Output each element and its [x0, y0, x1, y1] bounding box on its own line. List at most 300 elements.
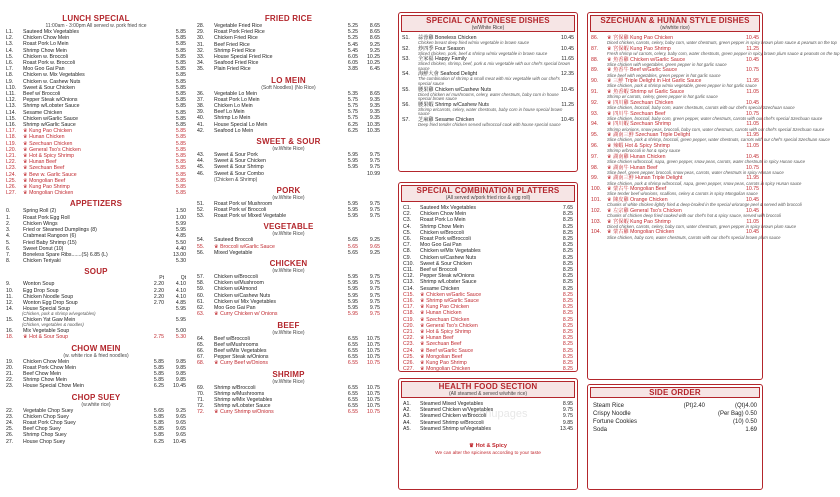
item-number: L15. — [6, 115, 17, 122]
item-name: Steamed Chicken w/Broccoli — [420, 413, 487, 420]
item-price: 13.00 — [173, 251, 186, 258]
friedrice-title: FRIED RICE — [264, 14, 313, 23]
pork-title: PORK — [276, 185, 301, 195]
sweetsour-subtitle: (w.White Rice) — [272, 146, 305, 153]
item-price-pt: 5.75 — [347, 103, 358, 110]
item-name: Chicken w. Broccoli — [23, 53, 68, 60]
beef-subtitle: (w.White Rice) — [272, 329, 305, 336]
item-number: 11. — [6, 293, 13, 300]
item-number: L1. — [6, 29, 14, 35]
item-price-pt: 5.95 — [347, 164, 358, 171]
item-name: Beef w/Broccoli — [214, 335, 250, 342]
item-name: Boneless Spare Ribs.......(S) 6.85 (L) — [23, 251, 108, 258]
item-number: C8. — [403, 248, 412, 255]
item-price-qt: 9.65 — [175, 419, 186, 426]
health-box — [398, 378, 578, 490]
item-price: 5.85 — [175, 29, 186, 35]
item-number: C14. — [403, 285, 414, 292]
lunch-subtitle: 11:00am - 3:00pm All served w. pork fried rice — [45, 23, 147, 29]
item-name: Moo Goo Gai Pan — [23, 66, 65, 73]
item-price: 4.40 — [175, 245, 186, 252]
dish-number: 102. — [591, 207, 602, 214]
friedrice-list — [197, 23, 380, 73]
item-number: A1. — [403, 401, 411, 407]
side-item-price-pt — [667, 426, 705, 434]
item-number: L8. — [6, 72, 14, 79]
dish-name: ♛ 陳皮雞 Orange Chicken — [607, 196, 668, 203]
dish-price: 10.45 — [746, 207, 759, 214]
item-price-pt — [336, 171, 358, 177]
item-price: 5.85 — [175, 165, 186, 172]
item-price-qt: 9.75 — [369, 274, 380, 281]
item-number: 46. — [197, 170, 205, 177]
item-number: L11. — [6, 91, 16, 98]
item-number: 2. — [6, 220, 11, 227]
side-item-price: (Per Bag) 0.50 — [717, 411, 757, 417]
beef-list — [197, 336, 380, 367]
item-price: 8.25 — [562, 298, 573, 305]
item-price-qt: 10.45 — [173, 383, 186, 390]
lomein-subtitle: (Soft Noodles) (No Rice) — [261, 84, 316, 91]
item-name: ♛ Kung Pao Shrimp — [23, 184, 70, 191]
item-price-qt: 9.35 — [369, 109, 380, 116]
item-name: Roast Pork Lo Mein — [420, 217, 466, 224]
item-price: 8.25 — [562, 353, 573, 360]
combo-title: SPECIAL COMBINATION PLATTERS — [416, 186, 560, 195]
dish-description: Slice chicken, broccoli, baby corn, water chestnuts, carrots with our chef's special Szechuan sauce — [607, 104, 795, 110]
item-name: Shrimp w/Lobster Sauce — [420, 279, 477, 286]
item-number: 31. — [197, 41, 205, 48]
dish-number: S1. — [402, 35, 410, 41]
item-price-pt: 5.95 — [347, 213, 358, 220]
item-name: ♛ Chicken w/Garlic Sauce — [420, 291, 482, 298]
item-price-qt: 9.65 — [175, 426, 186, 433]
item-name: House Chop Suey — [23, 438, 66, 445]
side-item-price: 1.69 — [745, 427, 757, 433]
item-name: Mixed Vegetable — [214, 249, 253, 256]
item-number: 72. — [197, 409, 205, 416]
dish-price: 12.35 — [561, 71, 574, 78]
health-subtitle: (All steamed & served w/white rice) — [448, 391, 528, 397]
item-price: 5.85 — [175, 190, 186, 197]
side-item-price-pt — [667, 410, 705, 418]
dish-number: 89. — [591, 67, 599, 74]
item-number: 24. — [6, 419, 14, 426]
item-name: Roast Pork w. Broccoli — [23, 60, 75, 67]
menu-item-row — [197, 360, 380, 366]
item-price-qt: 9.25 — [369, 47, 380, 54]
item-name: Sweet & Sour Pork — [214, 152, 258, 159]
item-number: 39. — [197, 109, 205, 116]
item-name: Shrimp w/Lobster Sauce — [23, 103, 80, 110]
item-name: Moo Goo Gai Pan — [214, 305, 256, 312]
item-price-qt: 9.85 — [175, 377, 186, 384]
item-name: ♛ Szechuan Beef — [23, 165, 65, 172]
item-number: C23. — [403, 341, 414, 348]
item-number: L25. — [6, 177, 17, 184]
item-price-qt: 4.10 — [175, 293, 186, 300]
dish-name: ♛ 四川牛 Szechuan Beef — [607, 110, 666, 117]
soup-size-header: Pt Qt — [159, 275, 186, 282]
item-name: Chicken w/Mix Vegetables — [420, 248, 481, 255]
item-name: ♛ Kung Pao Chicken — [23, 128, 73, 135]
item-number: C6. — [403, 236, 412, 243]
side-item-row — [593, 410, 757, 418]
item-price-qt: 4.85 — [175, 299, 186, 306]
dish-description: Slice beef, green pepper, broccoli, snow peas, carrots, water chestnuts in spicy Hunan sauce — [607, 169, 784, 175]
item-name: Wonton Soup — [23, 281, 55, 288]
side-item-row — [593, 418, 757, 426]
item-number: L27. — [6, 190, 17, 197]
item-price-qt: 10.35 — [367, 127, 380, 134]
item-number: 7. — [6, 251, 11, 258]
item-name: Chicken w. Mix Vegetables — [23, 72, 85, 79]
item-number: 35. — [197, 66, 205, 73]
item-name: Seafood Lo Mein — [214, 127, 254, 134]
item-name: Sauteed Broccoli — [214, 237, 254, 244]
item-name: Sesame Chicken — [23, 109, 63, 116]
item-number: 23. — [6, 383, 14, 390]
item-number: 22. — [6, 377, 14, 384]
dish-description: Slice tender beef w/onions, scallions, celery & carrots in spicy Mongolian sauce — [607, 191, 758, 197]
item-price: 5.85 — [175, 84, 186, 91]
item-number: L21. — [6, 153, 17, 160]
item-price: 8.25 — [562, 310, 573, 317]
menu-item-row — [6, 383, 186, 389]
item-price: 8.25 — [562, 267, 573, 274]
item-price: 13.45 — [560, 425, 573, 432]
dish-price: 11.95 — [746, 132, 759, 139]
item-price-pt: 5.85 — [153, 419, 164, 426]
dish-price: 10.45 — [561, 45, 574, 52]
item-price-pt: 2.20 — [153, 287, 164, 294]
item-price-pt: 5.95 — [347, 207, 358, 214]
dish-price: 10.45 — [746, 99, 759, 106]
item-price-qt: 9.75 — [369, 213, 380, 220]
item-price-qt: 9.75 — [369, 152, 380, 159]
item-price-pt: 5.95 — [347, 280, 358, 287]
side-title: SIDE ORDER — [649, 388, 701, 397]
dish-description: Chicken breast deep fried w/mix vegetable in brown sauce — [418, 40, 530, 45]
item-price-pt: 6.55 — [347, 347, 358, 354]
item-number: 18. — [6, 334, 14, 341]
chopsuey-subtitle: (w.white rice) — [81, 401, 111, 408]
sweetsour-note: (Chicken & Shrimp) — [214, 176, 258, 183]
dish-name: 蒜蓉雞 Boneless Chicken — [418, 35, 477, 41]
menu-item-row — [6, 439, 186, 445]
item-name: Chicken Wings — [23, 220, 58, 227]
dish-name: ♛ 左宗雞 General Tso's Chicken — [607, 207, 682, 214]
item-price: 8.25 — [562, 335, 573, 342]
vegetable-list — [197, 237, 380, 256]
item-name: ♛ Hot & Sour Soup — [23, 334, 69, 341]
item-number: 44. — [197, 158, 205, 165]
side-item-price: (Qt)4.00 — [734, 403, 757, 409]
item-name: Vegetable Lo Mein — [214, 90, 257, 97]
item-price-pt: 5.75 — [347, 96, 358, 103]
menu-item-row — [6, 334, 186, 340]
item-number: 23. — [6, 413, 14, 420]
item-price-qt: 8.65 — [369, 90, 380, 97]
item-price-pt: 5.85 — [153, 432, 164, 439]
item-price-pt: 5.85 — [153, 358, 164, 365]
item-price-pt: 6.05 — [347, 54, 358, 61]
item-number: 25. — [6, 426, 14, 433]
item-number: 36. — [197, 90, 205, 97]
item-name: Steamed Shrimp w/Broccoli — [420, 419, 484, 426]
item-number: A4. — [403, 419, 411, 426]
item-price: 8.25 — [562, 360, 573, 367]
item-number: 56. — [197, 249, 205, 256]
item-price-qt: 4.10 — [175, 287, 186, 294]
item-number: 42. — [197, 127, 205, 134]
beef-title: BEEF — [277, 320, 300, 330]
item-number: 6. — [6, 245, 11, 252]
dish-name: ♛ 蒙古雞 Mongolian Chicken — [607, 229, 675, 236]
dish-number: 103. — [591, 218, 602, 225]
item-number: 65. — [197, 341, 205, 348]
item-number: C10. — [403, 260, 414, 267]
item-price: 8.25 — [562, 347, 573, 354]
item-number: C22. — [403, 335, 414, 342]
item-price: 8.25 — [562, 341, 573, 348]
item-number: C13. — [403, 279, 414, 286]
item-number: 60. — [197, 292, 205, 299]
item-number: C21. — [403, 329, 414, 336]
item-number: 16. — [6, 328, 14, 335]
dish-name: ♛ 魚香牛 Beef w/Garlic Sauce — [607, 67, 678, 74]
item-number: 66. — [197, 347, 205, 354]
menu-item-row — [197, 128, 380, 134]
dish-name: ♛ 湖南牛 Hunan Beef — [607, 164, 658, 171]
item-price-pt: 5.35 — [347, 90, 358, 97]
item-number: C5. — [403, 229, 412, 236]
dish-number: S4. — [402, 71, 410, 78]
dish-price: 11.25 — [746, 45, 759, 52]
pork-subtitle: (w.White Rice) — [272, 194, 305, 201]
menu-item-row — [197, 66, 380, 72]
appetizers-title: APPETIZERS — [69, 199, 123, 209]
item-price-qt: 9.35 — [369, 115, 380, 122]
item-number: C17. — [403, 304, 414, 311]
item-number: C12. — [403, 273, 414, 280]
dish-number: 90. — [591, 78, 599, 85]
combo-subtitle: (All served w/pork fried rice & egg roll) — [445, 195, 531, 201]
item-number: 21. — [6, 370, 14, 377]
item-name: ♛ Szechuan Beef — [420, 341, 462, 348]
soup-note: (Chicken, vegetables & noodles) — [22, 322, 84, 328]
item-number: A5. — [403, 425, 411, 432]
item-price-qt: 9.75 — [369, 292, 380, 299]
dish-name: ♛ 宮保雞 Kung Pao Chicken — [607, 35, 674, 41]
item-number: L20. — [6, 146, 17, 153]
item-price-pt: 5.95 — [347, 200, 358, 207]
dish-number: 87. — [591, 45, 599, 52]
item-price-qt: 9.25 — [369, 249, 380, 256]
item-number: 34. — [197, 60, 205, 67]
dish-description: Diced chicken, carrots, celery, baby corn, water chestnuts, green pepper in spicy brown plum sauce & peanuts on the top — [607, 40, 837, 46]
item-number: L19. — [6, 140, 17, 147]
dish-number: 95. — [591, 132, 599, 139]
item-price-pt: 5.65 — [347, 243, 358, 250]
item-price-pt: 5.95 — [347, 305, 358, 312]
dish-name: ♛ 宮保蝦 Kung Pao Shrimp — [607, 45, 671, 52]
item-number: L18. — [6, 134, 17, 141]
chopsuey-title: CHOP SUEY — [71, 392, 121, 402]
dish-price: 11.05 — [746, 121, 759, 128]
item-price-qt: 10.75 — [367, 409, 380, 416]
dish-description: Sliced chicken, pork, beef & shrimp w/mix vegetable in brown sauce — [418, 50, 548, 56]
lunch-list — [6, 29, 186, 196]
item-name: Steamed Shrimp w/Vegetables — [420, 425, 491, 432]
item-name: Fried or Steamed Dumplings (8) — [23, 227, 97, 234]
watermark: menupages — [470, 408, 528, 420]
item-number: 40. — [197, 115, 205, 122]
shrimp-title: SHRIMP — [272, 369, 305, 379]
item-number: L14. — [6, 109, 17, 116]
item-number: 33. — [197, 54, 205, 61]
menu-item-row — [6, 258, 186, 264]
dish-description: Slice chicken, broccoli, baby corn, green pepper, water chestnuts, carrots with our chef's special Szechuan sauce — [607, 115, 823, 121]
item-name: Shrimp Lo Mein — [214, 115, 251, 122]
item-price-qt: 9.75 — [369, 311, 380, 318]
item-name: ♛ Hunan Beef — [23, 159, 57, 166]
item-price-qt: 8.65 — [369, 29, 380, 36]
szechuan-list — [588, 34, 840, 241]
item-price-qt: 6.45 — [369, 66, 380, 73]
item-number: 4. — [6, 233, 11, 240]
item-price-qt: 9.65 — [369, 243, 380, 250]
item-name: Beef w/ Broccoli — [420, 267, 458, 274]
column-2 — [197, 14, 380, 416]
item-name: ♛ General Tso's Chicken — [23, 146, 81, 153]
item-name: Chicken Teriyaki — [23, 258, 61, 265]
item-price-qt: 9.75 — [369, 200, 380, 207]
item-price-pt: 5.45 — [347, 47, 358, 54]
item-price: 8.25 — [562, 322, 573, 329]
side-item-price-pt — [667, 418, 705, 426]
vegetable-title: VEGETABLE — [263, 222, 314, 232]
item-price-pt: 6.55 — [347, 335, 358, 342]
dish-number: S5. — [402, 86, 410, 93]
item-price-qt: 9.25 — [369, 237, 380, 244]
item-name: Crabmeat Rangoon (6) — [23, 233, 77, 240]
item-number: 26. — [6, 432, 14, 439]
item-number: 58. — [197, 280, 205, 287]
item-price-pt — [142, 317, 164, 323]
cantonese-list — [399, 34, 577, 129]
dish-number: S2. — [402, 45, 410, 52]
item-name: Sweet & Sour Chicken — [214, 158, 266, 165]
item-name: Beef Fried Rice — [214, 41, 250, 48]
dish-name: ♛ 湖南三鮮 Hunan Triple Delight — [607, 175, 683, 182]
item-price-qt: 9.85 — [175, 358, 186, 365]
item-name: Chicken w/Garlic Sauce — [23, 115, 79, 122]
item-number: L9. — [6, 78, 14, 85]
item-price-qt: 10.75 — [367, 396, 380, 403]
item-number: C24. — [403, 347, 414, 354]
item-name: House Special Chow Mein — [23, 383, 84, 390]
dish-description: Slice chicken, pork & shrimp, broccoli, green pepper, water chestnuts, carrots with our chef's special Szechuan sauce — [607, 137, 830, 143]
item-price: 5.85 — [175, 41, 186, 48]
item-name: ♛ Curry Shrimp w/Onions — [214, 409, 274, 416]
item-price-pt: 6.55 — [347, 354, 358, 361]
item-number: 62. — [197, 305, 205, 312]
dish-name: ♛ 魚香蝦 Shrimp w/ Garlic Sauce — [607, 88, 685, 95]
item-price: 7.65 — [562, 205, 573, 211]
pork-list — [197, 201, 380, 220]
item-name: Shrimp w/Mix Vegetables — [214, 396, 273, 403]
item-price-pt: 5.85 — [153, 413, 164, 420]
chicken-subtitle: (w.White Rice) — [272, 268, 305, 275]
dish-description: Chunks of white chicken lightly fried & deep-broiled in the special w/orange peel & served with broccoli — [607, 202, 802, 208]
item-price: 9.85 — [562, 419, 573, 426]
side-item-row — [593, 426, 757, 434]
item-price-pt: 5.95 — [347, 311, 358, 318]
item-price-pt: 5.85 — [153, 364, 164, 371]
dish-number: 92. — [591, 99, 599, 106]
item-name: House Special Soup — [23, 306, 71, 313]
menu-item-row — [197, 409, 380, 415]
item-price-pt: 6.25 — [347, 121, 358, 128]
dish-price: 10.45 — [746, 153, 759, 160]
item-name: ♛ Mongolian Chicken — [420, 366, 471, 373]
dish-price: 10.75 — [746, 164, 759, 171]
dish-description: Slice chicken, pork & shrimp w/broccoli, napa, green pepper, snow peas, carrots in spicy Hunan sauce — [607, 180, 802, 186]
dish-name: 腰果蝦 Shrimp w/Cashew Nuts — [418, 101, 489, 108]
item-price: 8.25 — [562, 229, 573, 236]
item-number: 30. — [197, 35, 205, 42]
item-number: C3. — [403, 217, 412, 224]
item-number: L24. — [6, 171, 17, 178]
item-name: Chicken Noodle Soup — [23, 293, 74, 300]
item-name: Mix Vegetable Soup — [23, 328, 70, 335]
item-name: ♛ Kung Pao Shrimp — [420, 360, 467, 367]
item-price-qt: 9.75 — [369, 207, 380, 214]
item-name: Chicken Chop Suey — [23, 413, 69, 420]
chowmein-list — [6, 359, 186, 390]
item-price-pt: 5.95 — [347, 152, 358, 159]
dish-price: 10.45 — [746, 56, 759, 63]
item-name: Vegetable Fried Rice — [214, 23, 263, 29]
spicy-note: We can alter the spiciness according to your taste — [435, 451, 541, 457]
item-name: Beef w/Mix Vegetables — [214, 347, 267, 354]
item-price: 8.25 — [562, 291, 573, 298]
item-name: Chicken w/Broccoli — [420, 229, 464, 236]
item-price: 5.85 — [175, 47, 186, 54]
item-price-pt: 6.55 — [347, 384, 358, 391]
item-price: 5.85 — [175, 53, 186, 60]
item-number: C4. — [403, 223, 412, 230]
dish-price: 11.95 — [746, 78, 759, 85]
item-price-qt: 9.75 — [369, 286, 380, 293]
item-price-pt: 6.55 — [347, 396, 358, 403]
dish-price: 11.05 — [746, 88, 759, 95]
item-price-pt: 6.55 — [347, 341, 358, 348]
item-number: 52. — [197, 207, 205, 214]
item-name: Plain Fried Rice — [214, 66, 251, 73]
item-number: 59. — [197, 286, 205, 293]
item-price: 8.25 — [562, 223, 573, 230]
dish-number: S7. — [402, 116, 410, 123]
dish-price: 11.05 — [746, 218, 759, 225]
spicy-legend: ♛ Hot & Spicy — [469, 443, 507, 450]
item-price-qt: 10.99 — [367, 170, 380, 177]
dish-price: 10.45 — [561, 86, 574, 93]
item-name: Fried Baby Shrimp (15) — [23, 239, 77, 246]
chowmein-title: CHOW MEIN — [71, 343, 121, 353]
item-price: 8.25 — [562, 366, 573, 373]
